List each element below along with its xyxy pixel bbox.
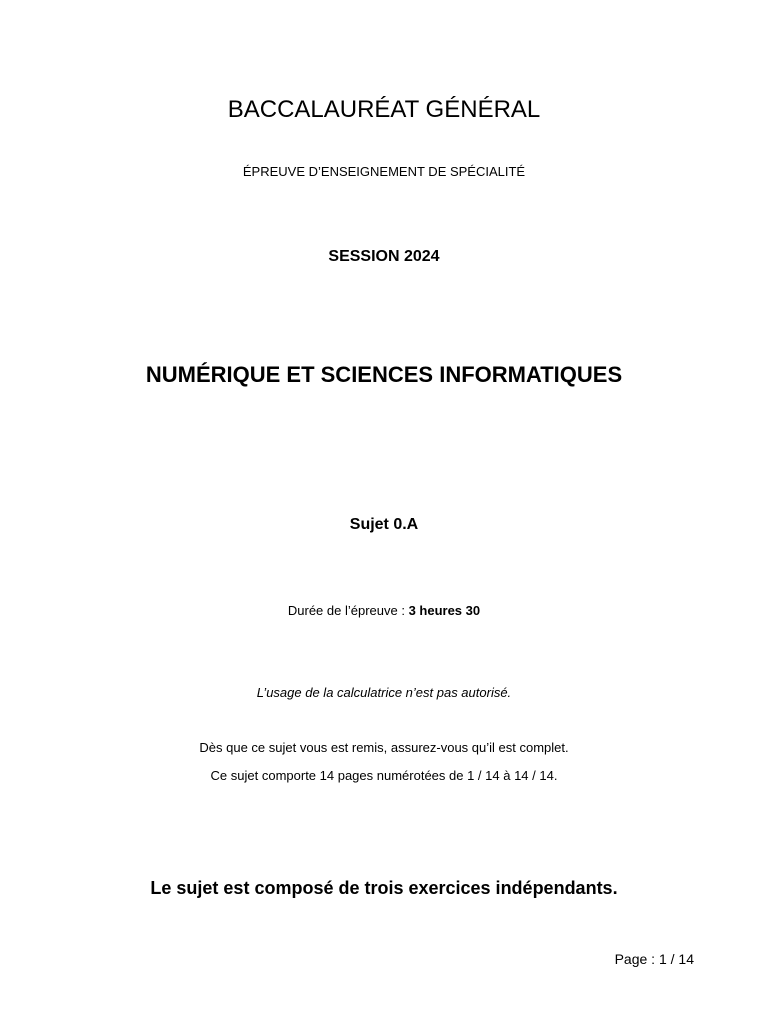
exam-title: BACCALAURÉAT GÉNÉRAL bbox=[227, 96, 541, 123]
sujet-number: Sujet 0.A bbox=[349, 516, 419, 533]
calculator-notice: L’usage de la calculatrice n’est pas autorisé. bbox=[256, 685, 512, 700]
subject-title: NUMÉRIQUE ET SCIENCES INFORMATIQUES bbox=[145, 362, 623, 387]
session-label: SESSION 2024 bbox=[328, 248, 440, 265]
page-number: Page : 1 / 14 bbox=[614, 951, 694, 967]
complete-check-notice: Dès que ce sujet vous est remis, assurez-vous qu’il est complet. bbox=[199, 740, 569, 755]
duration-value: 3 heures 30 bbox=[408, 603, 481, 618]
composition-notice: Le sujet est composé de trois exercices indépendants. bbox=[150, 878, 618, 898]
duration-label: Durée de l’épreuve : bbox=[287, 603, 409, 618]
duration-line bbox=[0, 603, 768, 618]
page-count-notice: Ce sujet comporte 14 pages numérotées de 1 / 14 à 14 / 14. bbox=[210, 768, 558, 783]
exam-type: ÉPREUVE D’ENSEIGNEMENT DE SPÉCIALITÉ bbox=[242, 164, 526, 179]
